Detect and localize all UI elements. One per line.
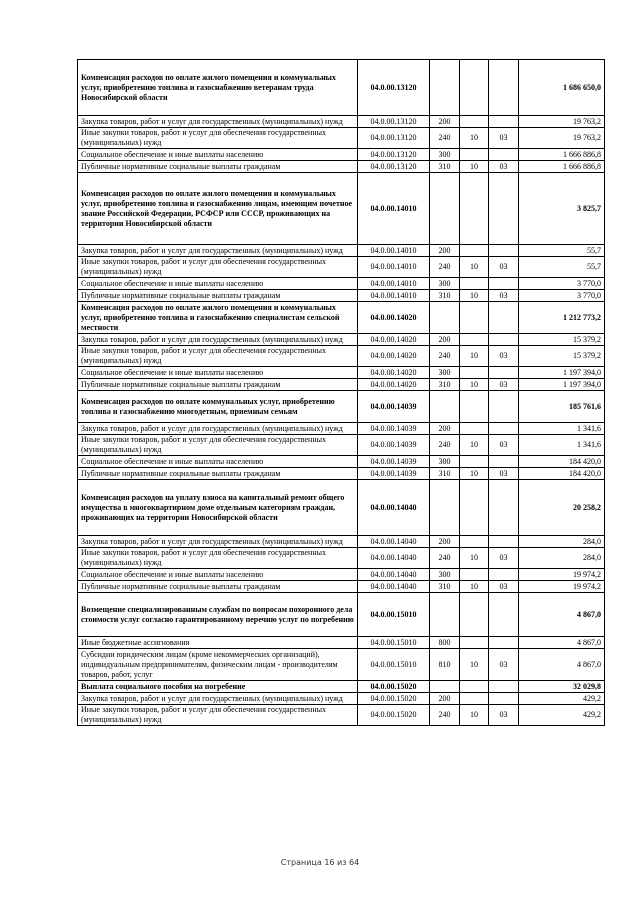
cell-expense-type xyxy=(430,391,460,423)
cell-code: 04.0.00.13120 xyxy=(358,161,430,173)
cell-name: Иные закупки товаров, работ и услуг для обеспечения государственных (муниципальных) нужд xyxy=(78,435,358,456)
cell-expense-type: 310 xyxy=(430,290,460,302)
cell-amount: 15 379,2 xyxy=(519,346,605,367)
cell-code: 04.0.00.14039 xyxy=(358,456,430,468)
cell-subsection xyxy=(489,480,519,536)
cell-expense-type: 810 xyxy=(430,649,460,681)
cell-expense-type: 240 xyxy=(430,257,460,278)
cell-subsection xyxy=(489,173,519,245)
cell-subsection xyxy=(489,423,519,435)
table-row xyxy=(78,290,605,302)
cell-expense-type: 300 xyxy=(430,278,460,290)
cell-section: 10 xyxy=(460,705,489,726)
budget-table-body xyxy=(78,60,605,726)
cell-amount: 1 197 394,0 xyxy=(519,379,605,391)
cell-code: 04.0.00.14040 xyxy=(358,480,430,536)
cell-expense-type: 300 xyxy=(430,456,460,468)
cell-code: 04.0.00.14039 xyxy=(358,468,430,480)
cell-subsection xyxy=(489,245,519,257)
cell-name: Выплата социального пособия на погребение xyxy=(78,681,358,693)
cell-name: Компенсация расходов по оплате жилого помещения и коммунальных услуг, приобретению топлива и газоснабжению лицам, имеющим почетное звание Российской Федерации, РСФСР или СССР, проживающих на территории Новосибирской области xyxy=(78,173,358,245)
cell-subsection: 03 xyxy=(489,435,519,456)
cell-name: Социальное обеспечение и иные выплаты населению xyxy=(78,456,358,468)
cell-name: Компенсация расходов по оплате коммунальных услуг, приобретению топлива и газоснабжению многодетным, приемным семьям xyxy=(78,391,358,423)
cell-section xyxy=(460,681,489,693)
cell-expense-type xyxy=(430,173,460,245)
cell-name: Компенсация расходов на уплату взноса на капитальный ремонт общего имущества в многоквартирном доме отдельным категориям граждан, проживающих на территории Новосибирской области xyxy=(78,480,358,536)
cell-code: 04.0.00.13120 xyxy=(358,149,430,161)
cell-section xyxy=(460,693,489,705)
cell-name: Закупка товаров, работ и услуг для государственных (муниципальных) нужд xyxy=(78,334,358,346)
cell-expense-type: 200 xyxy=(430,536,460,548)
cell-expense-type xyxy=(430,480,460,536)
cell-amount: 19 763,2 xyxy=(519,116,605,128)
cell-name: Иные закупки товаров, работ и услуг для обеспечения государственных (муниципальных) нужд xyxy=(78,257,358,278)
table-row xyxy=(78,681,605,693)
cell-section xyxy=(460,536,489,548)
cell-name: Публичные нормативные социальные выплаты гражданам xyxy=(78,581,358,593)
cell-subsection xyxy=(489,456,519,468)
cell-section: 10 xyxy=(460,581,489,593)
cell-subsection: 03 xyxy=(489,581,519,593)
cell-code: 04.0.00.13120 xyxy=(358,116,430,128)
cell-code: 04.0.00.14010 xyxy=(358,257,430,278)
cell-expense-type: 240 xyxy=(430,435,460,456)
table-row xyxy=(78,468,605,480)
cell-subsection: 03 xyxy=(489,379,519,391)
cell-amount: 184 420,0 xyxy=(519,456,605,468)
cell-amount: 3 825,7 xyxy=(519,173,605,245)
cell-code: 04.0.00.14020 xyxy=(358,367,430,379)
cell-code: 04.0.00.14020 xyxy=(358,334,430,346)
cell-amount: 15 379,2 xyxy=(519,334,605,346)
cell-code: 04.0.00.15020 xyxy=(358,693,430,705)
cell-name: Закупка товаров, работ и услуг для государственных (муниципальных) нужд xyxy=(78,245,358,257)
table-row xyxy=(78,637,605,649)
cell-name: Публичные нормативные социальные выплаты гражданам xyxy=(78,290,358,302)
table-row xyxy=(78,593,605,637)
table-row xyxy=(78,705,605,726)
cell-expense-type: 310 xyxy=(430,161,460,173)
cell-code: 04.0.00.14040 xyxy=(358,548,430,569)
cell-section xyxy=(460,149,489,161)
cell-code: 04.0.00.14010 xyxy=(358,173,430,245)
cell-amount: 4 867,0 xyxy=(519,637,605,649)
cell-code: 04.0.00.15010 xyxy=(358,593,430,637)
cell-expense-type: 300 xyxy=(430,569,460,581)
cell-amount: 19 974,2 xyxy=(519,569,605,581)
cell-amount: 1 197 394,0 xyxy=(519,367,605,379)
cell-name: Иные закупки товаров, работ и услуг для обеспечения государственных (муниципальных) нужд xyxy=(78,548,358,569)
cell-amount: 1 666 886,8 xyxy=(519,149,605,161)
cell-code: 04.0.00.15020 xyxy=(358,681,430,693)
cell-name: Социальное обеспечение и иные выплаты населению xyxy=(78,569,358,581)
cell-name: Социальное обеспечение и иные выплаты населению xyxy=(78,149,358,161)
cell-expense-type: 300 xyxy=(430,149,460,161)
cell-expense-type: 310 xyxy=(430,581,460,593)
cell-subsection: 03 xyxy=(489,161,519,173)
cell-subsection: 03 xyxy=(489,346,519,367)
table-row xyxy=(78,245,605,257)
cell-section xyxy=(460,278,489,290)
cell-name: Публичные нормативные социальные выплаты гражданам xyxy=(78,468,358,480)
cell-name: Иные закупки товаров, работ и услуг для обеспечения государственных (муниципальных) нужд xyxy=(78,346,358,367)
cell-subsection xyxy=(489,593,519,637)
cell-subsection: 03 xyxy=(489,548,519,569)
cell-name: Компенсация расходов по оплате жилого помещения и коммунальных услуг, приобретению топлива и газоснабжению ветеранам труда Новосибирской области xyxy=(78,60,358,116)
cell-subsection: 03 xyxy=(489,290,519,302)
cell-section: 10 xyxy=(460,346,489,367)
cell-expense-type xyxy=(430,681,460,693)
cell-subsection: 03 xyxy=(489,705,519,726)
cell-section xyxy=(460,391,489,423)
cell-code: 04.0.00.14020 xyxy=(358,379,430,391)
table-row xyxy=(78,149,605,161)
cell-code: 04.0.00.13120 xyxy=(358,60,430,116)
cell-expense-type: 310 xyxy=(430,468,460,480)
cell-subsection xyxy=(489,149,519,161)
cell-subsection xyxy=(489,302,519,334)
cell-name: Социальное обеспечение и иные выплаты населению xyxy=(78,278,358,290)
cell-subsection xyxy=(489,569,519,581)
cell-name: Закупка товаров, работ и услуг для государственных (муниципальных) нужд xyxy=(78,116,358,128)
table-row xyxy=(78,548,605,569)
cell-section xyxy=(460,302,489,334)
cell-code: 04.0.00.14010 xyxy=(358,278,430,290)
cell-amount: 4 867,0 xyxy=(519,593,605,637)
cell-amount: 20 258,2 xyxy=(519,480,605,536)
table-row xyxy=(78,435,605,456)
cell-amount: 1 212 773,2 xyxy=(519,302,605,334)
cell-section xyxy=(460,116,489,128)
table-row xyxy=(78,391,605,423)
cell-section: 10 xyxy=(460,257,489,278)
cell-amount: 19 763,2 xyxy=(519,128,605,149)
cell-amount: 3 770,0 xyxy=(519,290,605,302)
cell-amount: 429,2 xyxy=(519,705,605,726)
cell-amount: 1 686 650,0 xyxy=(519,60,605,116)
cell-subsection xyxy=(489,693,519,705)
cell-expense-type: 240 xyxy=(430,705,460,726)
cell-subsection xyxy=(489,391,519,423)
cell-name: Возмещение специализированным службам по вопросам похоронного дела стоимости услуг согласно гарантированному перечню услуг по погребению xyxy=(78,593,358,637)
cell-subsection xyxy=(489,637,519,649)
cell-section: 10 xyxy=(460,128,489,149)
cell-expense-type: 200 xyxy=(430,116,460,128)
cell-amount: 429,2 xyxy=(519,693,605,705)
cell-section xyxy=(460,334,489,346)
cell-section: 10 xyxy=(460,468,489,480)
cell-amount: 284,0 xyxy=(519,536,605,548)
cell-code: 04.0.00.15010 xyxy=(358,637,430,649)
cell-amount: 4 867,0 xyxy=(519,649,605,681)
table-row xyxy=(78,161,605,173)
cell-name: Компенсация расходов по оплате жилого помещения и коммунальных услуг, приобретению топлива и газоснабжению специалистам сельской местности xyxy=(78,302,358,334)
cell-code: 04.0.00.14040 xyxy=(358,569,430,581)
cell-expense-type: 300 xyxy=(430,367,460,379)
cell-amount: 1 341,6 xyxy=(519,423,605,435)
cell-expense-type: 240 xyxy=(430,128,460,149)
cell-section xyxy=(460,173,489,245)
cell-section xyxy=(460,245,489,257)
cell-name: Иные закупки товаров, работ и услуг для обеспечения государственных (муниципальных) нужд xyxy=(78,128,358,149)
cell-code: 04.0.00.14020 xyxy=(358,302,430,334)
table-row xyxy=(78,257,605,278)
cell-name: Субсидии юридическим лицам (кроме некоммерческих организаций), индивидуальным предпринимателям, физическим лицам - производителям товаров, работ, услуг xyxy=(78,649,358,681)
table-row xyxy=(78,569,605,581)
table-row xyxy=(78,480,605,536)
cell-subsection xyxy=(489,334,519,346)
cell-subsection xyxy=(489,536,519,548)
cell-subsection xyxy=(489,116,519,128)
cell-section: 10 xyxy=(460,435,489,456)
table-row xyxy=(78,379,605,391)
cell-name: Публичные нормативные социальные выплаты гражданам xyxy=(78,161,358,173)
table-row xyxy=(78,536,605,548)
cell-expense-type: 800 xyxy=(430,637,460,649)
cell-subsection: 03 xyxy=(489,257,519,278)
cell-section xyxy=(460,637,489,649)
table-row xyxy=(78,346,605,367)
cell-section xyxy=(460,456,489,468)
cell-section: 10 xyxy=(460,649,489,681)
cell-code: 04.0.00.14010 xyxy=(358,245,430,257)
cell-expense-type: 200 xyxy=(430,245,460,257)
table-row xyxy=(78,693,605,705)
table-row xyxy=(78,278,605,290)
cell-subsection: 03 xyxy=(489,468,519,480)
cell-expense-type: 200 xyxy=(430,334,460,346)
cell-subsection xyxy=(489,681,519,693)
cell-amount: 55,7 xyxy=(519,257,605,278)
cell-code: 04.0.00.14020 xyxy=(358,346,430,367)
cell-code: 04.0.00.14039 xyxy=(358,423,430,435)
cell-code: 04.0.00.14039 xyxy=(358,391,430,423)
table-row xyxy=(78,334,605,346)
cell-expense-type: 200 xyxy=(430,423,460,435)
table-row xyxy=(78,423,605,435)
cell-section: 10 xyxy=(460,548,489,569)
cell-expense-type: 310 xyxy=(430,379,460,391)
cell-subsection: 03 xyxy=(489,649,519,681)
cell-name: Иные закупки товаров, работ и услуг для обеспечения государственных (муниципальных) нужд xyxy=(78,705,358,726)
cell-expense-type xyxy=(430,60,460,116)
cell-section xyxy=(460,593,489,637)
cell-expense-type: 240 xyxy=(430,548,460,569)
table-row xyxy=(78,116,605,128)
cell-section xyxy=(460,60,489,116)
cell-section: 10 xyxy=(460,290,489,302)
cell-subsection xyxy=(489,367,519,379)
table-row xyxy=(78,60,605,116)
cell-code: 04.0.00.14040 xyxy=(358,536,430,548)
table-row xyxy=(78,128,605,149)
cell-amount: 55,7 xyxy=(519,245,605,257)
table-row xyxy=(78,456,605,468)
cell-name: Иные бюджетные ассигнования xyxy=(78,637,358,649)
cell-name: Публичные нормативные социальные выплаты гражданам xyxy=(78,379,358,391)
cell-section: 10 xyxy=(460,379,489,391)
cell-section: 10 xyxy=(460,161,489,173)
table-row xyxy=(78,173,605,245)
page-number: Страница 16 из 64 xyxy=(280,858,360,867)
cell-subsection xyxy=(489,60,519,116)
budget-table xyxy=(77,59,605,726)
cell-code: 04.0.00.13120 xyxy=(358,128,430,149)
cell-name: Закупка товаров, работ и услуг для государственных (муниципальных) нужд xyxy=(78,693,358,705)
cell-amount: 3 770,0 xyxy=(519,278,605,290)
cell-expense-type: 240 xyxy=(430,346,460,367)
table-row xyxy=(78,581,605,593)
cell-section xyxy=(460,569,489,581)
cell-expense-type xyxy=(430,593,460,637)
cell-section xyxy=(460,480,489,536)
cell-name: Закупка товаров, работ и услуг для государственных (муниципальных) нужд xyxy=(78,423,358,435)
table-row xyxy=(78,302,605,334)
cell-section xyxy=(460,367,489,379)
cell-section xyxy=(460,423,489,435)
cell-amount: 284,0 xyxy=(519,548,605,569)
cell-amount: 184 420,0 xyxy=(519,468,605,480)
cell-code: 04.0.00.14040 xyxy=(358,581,430,593)
cell-code: 04.0.00.14039 xyxy=(358,435,430,456)
cell-amount: 1 341,6 xyxy=(519,435,605,456)
table-row xyxy=(78,649,605,681)
cell-subsection: 03 xyxy=(489,128,519,149)
cell-code: 04.0.00.15020 xyxy=(358,705,430,726)
cell-amount: 1 666 886,8 xyxy=(519,161,605,173)
cell-expense-type: 200 xyxy=(430,693,460,705)
table-row xyxy=(78,367,605,379)
cell-amount: 19 974,2 xyxy=(519,581,605,593)
cell-code: 04.0.00.14010 xyxy=(358,290,430,302)
cell-subsection xyxy=(489,278,519,290)
cell-code: 04.0.00.15010 xyxy=(358,649,430,681)
cell-expense-type xyxy=(430,302,460,334)
cell-amount: 32 029,8 xyxy=(519,681,605,693)
cell-name: Социальное обеспечение и иные выплаты населению xyxy=(78,367,358,379)
cell-amount: 185 761,6 xyxy=(519,391,605,423)
cell-name: Закупка товаров, работ и услуг для государственных (муниципальных) нужд xyxy=(78,536,358,548)
